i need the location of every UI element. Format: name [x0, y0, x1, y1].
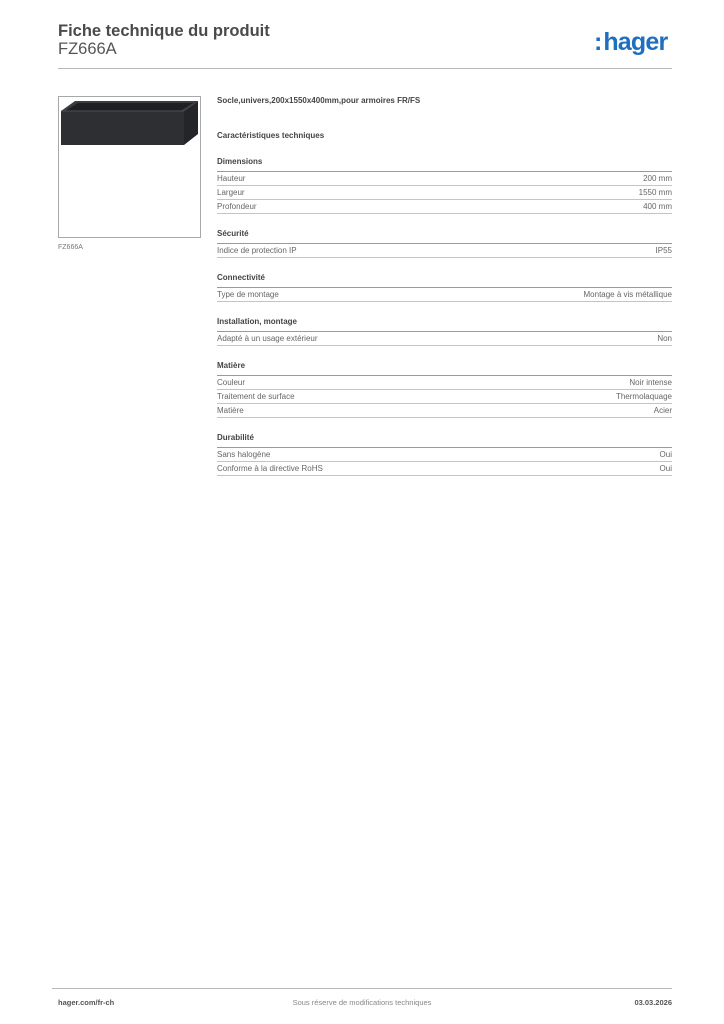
- spec-row: [217, 448, 672, 462]
- spec-row: [217, 332, 672, 346]
- product-details: [217, 96, 672, 476]
- page-title: Fiche technique du produit: [58, 22, 270, 40]
- footer-date: 03.03.2026: [634, 998, 672, 1007]
- spec-value: 200 mm: [643, 174, 672, 183]
- specs-sections: [217, 157, 672, 476]
- spec-value: Acier: [653, 406, 672, 415]
- spec-row: [217, 186, 672, 200]
- spec-section: [217, 229, 672, 258]
- spec-row: [217, 172, 672, 186]
- spec-row: [217, 288, 672, 302]
- section-title: Durabilité: [217, 433, 672, 448]
- spec-value: 1550 mm: [638, 188, 672, 197]
- spec-label: Hauteur: [217, 174, 246, 183]
- specs-heading: Caractéristiques techniques: [217, 131, 325, 140]
- product-code: FZ666A: [58, 40, 117, 58]
- footer-website: hager.com/fr-ch: [58, 998, 115, 1007]
- spec-value: 400 mm: [643, 202, 672, 211]
- spec-value: Oui: [659, 464, 672, 473]
- spec-row: [217, 376, 672, 390]
- hager-logo: :hager: [594, 28, 668, 56]
- spec-label: Conforme à la directive RoHS: [217, 464, 323, 473]
- spec-row: [217, 244, 672, 258]
- spec-row: [217, 390, 672, 404]
- logo-text: hager: [603, 28, 668, 56]
- section-title: Installation, montage: [217, 317, 672, 332]
- spec-value: Thermolaquage: [615, 392, 672, 401]
- spec-label: Type de montage: [217, 290, 279, 299]
- header-divider: [58, 68, 672, 69]
- product-description: Socle,univers,200x1550x400mm,pour armoires FR/FS: [217, 96, 421, 105]
- image-caption: FZ666A: [58, 244, 83, 251]
- spec-section: [217, 273, 672, 302]
- spec-label: Sans halogène: [217, 450, 271, 459]
- spec-label: Adapté à un usage extérieur: [217, 334, 318, 343]
- spec-label: Indice de protection IP: [217, 246, 297, 255]
- spec-label: Profondeur: [217, 202, 257, 211]
- section-title: Sécurité: [217, 229, 672, 244]
- plinth-image: [59, 97, 200, 237]
- spec-value: Montage à vis métallique: [583, 290, 672, 299]
- section-title: Dimensions: [217, 157, 672, 172]
- spec-section: [217, 361, 672, 418]
- spec-label: Largeur: [217, 188, 245, 197]
- spec-row: [217, 404, 672, 418]
- spec-label: Matière: [217, 406, 244, 415]
- footer-notice: Sous réserve de modifications techniques: [292, 998, 432, 1007]
- spec-value: Non: [657, 334, 672, 343]
- spec-label: Couleur: [217, 378, 246, 387]
- spec-section: [217, 157, 672, 214]
- section-title: Matière: [217, 361, 672, 376]
- spec-value: Oui: [659, 450, 672, 459]
- spec-value: Noir intense: [629, 378, 672, 387]
- spec-section: [217, 317, 672, 346]
- section-title: Connectivité: [217, 273, 672, 288]
- spec-label: Traitement de surface: [217, 392, 295, 401]
- footer-divider: [52, 988, 672, 989]
- spec-section: [217, 433, 672, 476]
- product-image: [58, 96, 201, 238]
- spec-value: IP55: [655, 246, 672, 255]
- spec-row: [217, 200, 672, 214]
- spec-row: [217, 462, 672, 476]
